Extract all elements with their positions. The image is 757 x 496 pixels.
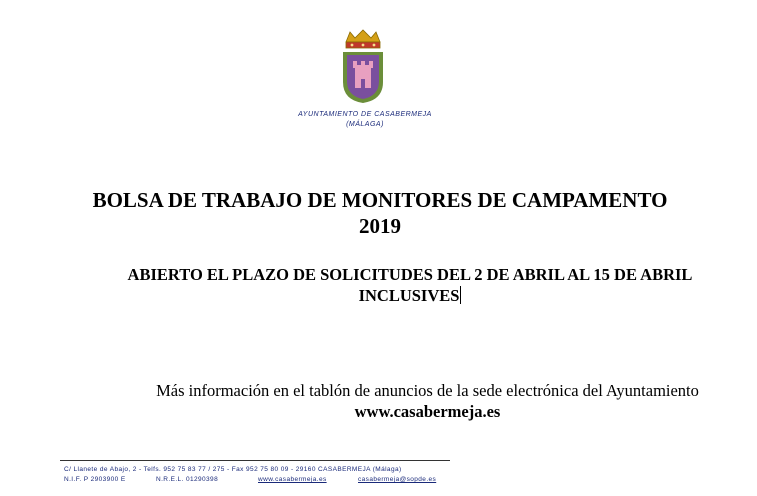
more-info-line: Más información en el tablón de anuncios de la sede electrónica del Ayuntamiento [156,381,699,400]
crest-caption [290,110,440,130]
document-title [60,187,700,239]
footer-nrel: N.R.E.L. 01290398 [156,476,219,483]
footer-divider [60,460,450,461]
coat-of-arms-logo [340,28,386,104]
crown-icon [346,30,380,42]
announcement-line-1: ABIERTO EL PLAZO DE SOLICITUDES DEL 2 DE ABRIL AL 15 DE ABRIL [127,265,693,284]
website-text[interactable]: www.casabermeja.es [354,402,501,421]
org-province: (MÁLAGA) [346,121,384,128]
footer-ids [64,475,484,485]
announcement [60,264,757,306]
tower-icon [353,61,373,88]
footer-web-link[interactable]: www.casabermeja.es [258,476,327,483]
title-line-1: BOLSA DE TRABAJO DE MONITORES DE CAMPAMENTO [92,188,668,212]
footer-address: C/ Llanete de Abajo, 2 - Telfs. 952 75 83 77 / 275 - Fax 952 75 80 09 - 29160 CASABERMEJA (Málaga) [64,466,402,473]
announcement-line-2-wrap [60,285,757,306]
title-line-2: 2019 [359,214,401,238]
footer [64,465,484,485]
footer-email-link[interactable]: casabermeja@sopde.es [358,476,437,483]
announcement-line-2: INCLUSIVES [358,286,460,305]
more-info [100,380,755,422]
footer-nif: N.I.F. P 2903900 E [64,476,126,483]
text-cursor [460,286,461,304]
org-name: AYUNTAMIENTO DE CASABERMEJA [298,111,432,118]
